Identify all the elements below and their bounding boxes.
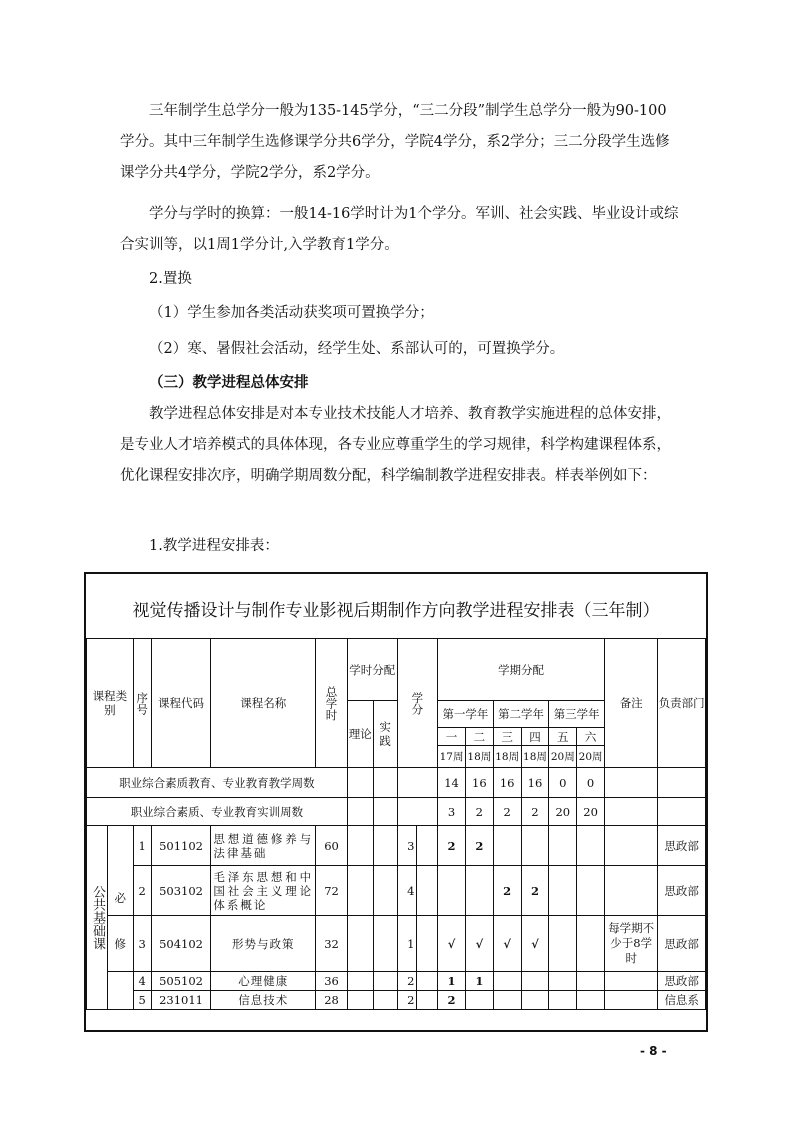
row-sem: √ [465,916,493,972]
paragraph-replacement: 2.置换 [149,271,192,287]
row-code: 501102 [151,826,211,866]
header-note: 备注 [605,639,658,768]
row-sem [465,866,493,916]
row-sem [465,991,493,1010]
row-total: 28 [316,991,348,1010]
teaching-weeks-value: 16 [493,768,521,798]
header-hours-split: 学时分配 [347,639,397,701]
weeks-2: 18周 [465,746,493,768]
group-required-a: 必 [107,826,133,916]
practical-weeks-value: 2 [465,798,493,826]
row-sem: √ [438,916,466,972]
teaching-weeks-value: 0 [577,768,605,798]
row-sem [521,972,549,991]
table-title: 视觉传播设计与制作专业影视后期制作方向教学进程安排表（三年制） [132,601,660,621]
page-number: - 8 - [640,1044,667,1058]
group-category: 公共基础课 [87,826,108,1010]
row-sem [577,826,605,866]
header-name: 课程名称 [211,639,316,768]
header-category: 课程类别 [87,639,134,768]
semester-3: 三 [493,728,521,746]
paragraph-credits: 三年制学生总学分一般为135-145学分，“三二分段”制学生总学分一般为90-100学分。其中三年制学生选修课学分共6学分，学院4学分，系2学分；三二分段学生选修课学分共4学分，学院2学分，系2学分。 [120,103,670,181]
teaching-weeks-label: 职业综合素质教育、专业教育教学周数 [87,768,348,798]
row-sem: 2 [438,991,466,1010]
semester-1: 一 [438,728,466,746]
row-total: 36 [316,972,348,991]
row-sem: √ [521,916,549,972]
row-sem: 2 [465,826,493,866]
row-seq: 4 [133,972,151,991]
table-row [87,991,706,1010]
row-credit: 4 [397,866,417,916]
paragraph-replacement-2: （2）寒、暑假社会活动，经学生处、系部认可的，可置换学分。 [149,341,565,357]
schedule-table [86,638,706,1010]
table-row [87,916,706,972]
row-name: 信息技术 [211,991,316,1010]
row-code: 503102 [151,866,211,916]
row-sem [577,866,605,916]
row-sem [549,866,577,916]
section-heading: （三）教学进程总体安排 [149,375,309,391]
row-sem [493,826,521,866]
header-theory: 理论 [347,701,373,768]
group-required-b: 修 [107,916,133,972]
row-name: 思想道德修养与法律基础 [211,826,316,866]
header-semester-alloc: 学期分配 [438,639,605,701]
row-note [605,826,658,866]
row-total: 32 [316,916,348,972]
header-code: 课程代码 [151,639,211,768]
teaching-weeks-value: 16 [465,768,493,798]
row-credit: 1 [397,916,417,972]
row-note [605,991,658,1010]
row-total: 60 [316,826,348,866]
row-note [605,972,658,991]
row-sem [549,826,577,866]
row-name: 形势与政策 [211,916,316,972]
row-sem: 2 [521,866,549,916]
row-dept: 思政部 [658,916,706,972]
row-credit: 3 [397,826,417,866]
weeks-1: 17周 [438,746,466,768]
row-sem [438,866,466,916]
paragraph-replacement-1: （1）学生参加各类活动获奖项可置换学分； [149,305,434,321]
row-code: 505102 [151,972,211,991]
row-seq: 3 [133,916,151,972]
row-dept: 思政部 [658,866,706,916]
row-sem: 2 [493,866,521,916]
row-seq: 5 [133,991,151,1010]
practical-weeks-value: 2 [493,798,521,826]
header-year1: 第一学年 [438,701,494,728]
semester-6: 六 [577,728,605,746]
weeks-6: 20周 [577,746,605,768]
semester-2: 二 [465,728,493,746]
practical-weeks-label: 职业综合素质、专业教育实训周数 [87,798,348,826]
row-sem [549,916,577,972]
practical-weeks-row [87,798,706,826]
table-row [87,866,706,916]
row-sem [549,991,577,1010]
row-credit: 2 [397,991,417,1010]
table-row [87,826,706,866]
row-note: 每学期不少于8学时 [605,916,658,972]
header-practice: 实践 [373,701,397,768]
row-sem [521,826,549,866]
row-dept: 思政部 [658,826,706,866]
row-dept: 思政部 [658,972,706,991]
header-year2: 第二学年 [493,701,549,728]
semester-5: 五 [549,728,577,746]
practical-weeks-value: 20 [577,798,605,826]
row-sem: √ [493,916,521,972]
row-sem: 1 [438,972,466,991]
row-sem [521,991,549,1010]
weeks-5: 20周 [549,746,577,768]
row-credit: 2 [397,972,417,991]
row-code: 231011 [151,991,211,1010]
schedule-table-frame [84,572,708,1032]
row-sem [549,972,577,991]
weeks-4: 18周 [521,746,549,768]
semester-4: 四 [521,728,549,746]
paragraph-credit-hours: 学分与学时的换算：一般14-16学时计为1个学分。军训、社会实践、毕业设计或综合实训等，以1周1学分计,入学教育1学分。 [120,206,679,253]
row-sem: 1 [465,972,493,991]
row-note [605,866,658,916]
teaching-weeks-row [87,768,706,798]
paragraph-table-intro: 1.教学进程安排表： [149,538,279,554]
teaching-weeks-value: 16 [521,768,549,798]
paragraph-overall-plan: 教学进程总体安排是对本专业技术技能人才培养、教育教学实施进程的总体安排，是专业人才培养模式的具体体现，各专业应尊重学生的学习规律，科学构建课程体系，优化课程安排次序，明确学期周数分配，科学编制教学进程安排表。样表举例如下： [120,406,671,484]
row-total: 72 [316,866,348,916]
header-year3: 第三学年 [549,701,605,728]
row-sem [577,991,605,1010]
row-seq: 1 [133,826,151,866]
practical-weeks-value: 20 [549,798,577,826]
table-row [87,972,706,991]
header-total: 总学时 [316,639,348,768]
teaching-weeks-value: 14 [438,768,466,798]
header-credit: 学分 [397,639,438,768]
row-sem [493,972,521,991]
row-seq: 2 [133,866,151,916]
row-sem [577,972,605,991]
weeks-3: 18周 [493,746,521,768]
row-dept: 信息系 [658,991,706,1010]
teaching-weeks-value: 0 [549,768,577,798]
row-sem [577,916,605,972]
header-seq: 序号 [133,639,151,768]
row-name: 心理健康 [211,972,316,991]
practical-weeks-value: 3 [438,798,466,826]
row-sem [493,991,521,1010]
row-name: 毛泽东思想和中国社会主义理论体系概论 [211,866,316,916]
practical-weeks-value: 2 [521,798,549,826]
header-dept: 负责部门 [658,639,706,768]
row-sem: 2 [438,826,466,866]
row-code: 504102 [151,916,211,972]
